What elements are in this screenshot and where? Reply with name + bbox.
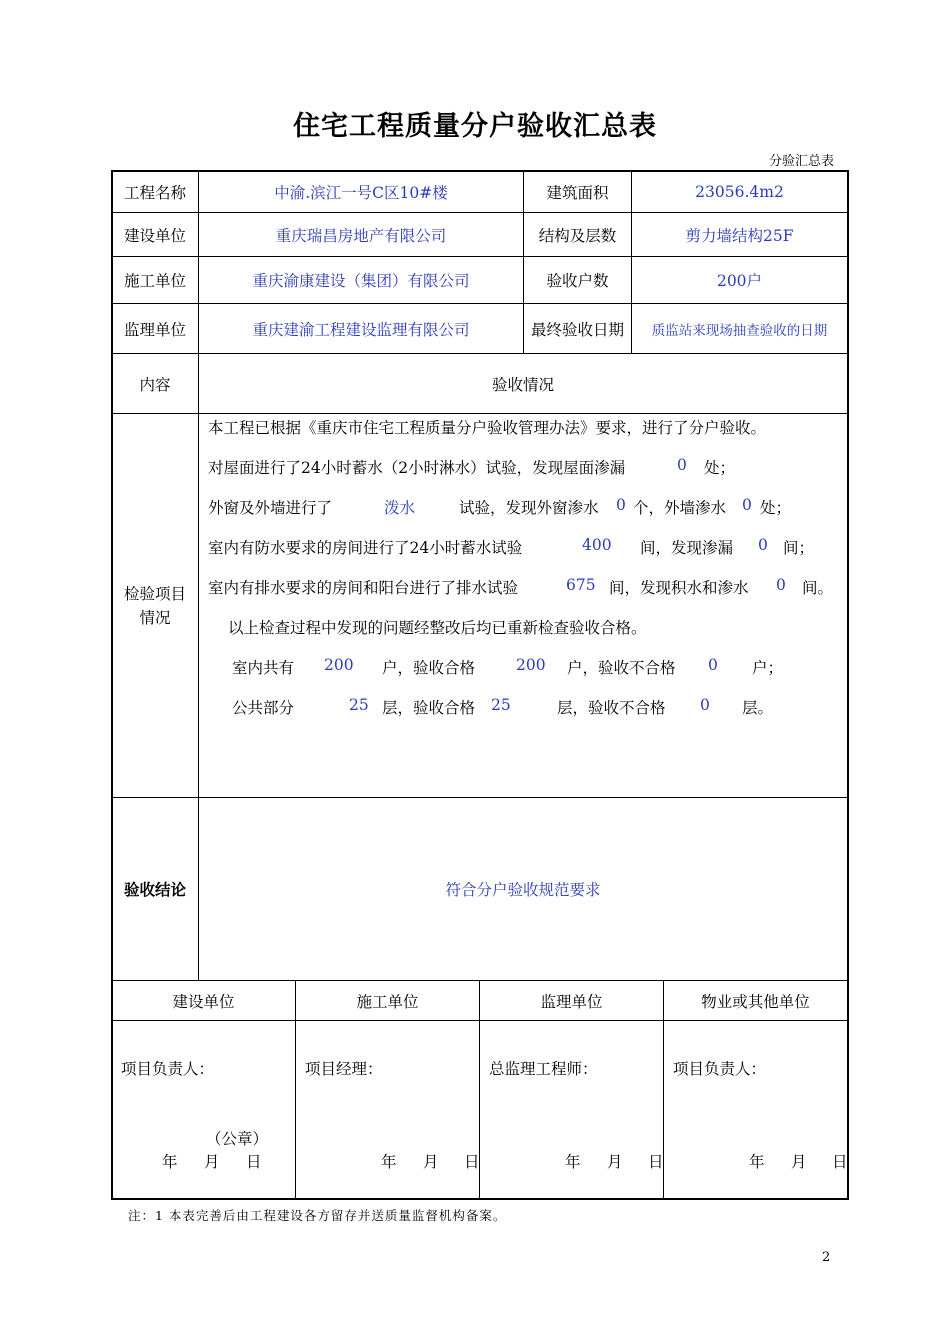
- footnote: 注：1 本表完善后由工程建设各方留存并送质量监督机构备案。: [128, 1208, 507, 1223]
- final-date-value: 质监站来现场抽查验收的日期: [651, 322, 828, 339]
- supervisor-label: 监理单位: [123, 320, 186, 339]
- public-mid: 层，验收合格: [382, 699, 476, 717]
- sign-role-supervisor: 总监理工程师：: [489, 1060, 598, 1078]
- area-label: 建筑面积: [546, 184, 609, 202]
- structure-label: 结构及层数: [538, 226, 617, 245]
- supervisor-value: 重庆建渝工程建设监理有限公司: [252, 320, 470, 339]
- sign-year: 年: [381, 1153, 397, 1171]
- sign-role-property: 项目负责人：: [673, 1060, 767, 1078]
- indoor-mid2: 户，验收不合格: [567, 659, 676, 677]
- waterproof-room-count: 400: [582, 536, 612, 554]
- sign-unit-property: 物业或其他单位: [701, 992, 810, 1011]
- page-number: 2: [822, 1250, 831, 1265]
- waterproof-suffix: 间；: [783, 539, 815, 557]
- indoor-total: 200: [324, 656, 354, 674]
- waterproof-mid: 间，发现渗漏: [640, 539, 734, 557]
- project-name-value: 中渝.滨江一号C区10#楼: [274, 184, 448, 202]
- sign-month: 月: [204, 1153, 220, 1171]
- structure-value: 剪力墙结构25F: [685, 226, 794, 245]
- window-test-method: 泼水: [384, 499, 416, 517]
- indoor-mid: 户，验收合格: [382, 659, 476, 677]
- waterproof-leak-count: 0: [758, 536, 768, 554]
- sign-year: 年: [749, 1153, 765, 1171]
- builder-value: 重庆瑞昌房地产有限公司: [275, 226, 447, 245]
- waterproof-test-text: 室内有防水要求的房间进行了24小时蓄水试验: [208, 539, 523, 557]
- drainage-suffix: 间。: [802, 579, 834, 597]
- sign-month: 月: [607, 1153, 623, 1171]
- intro-text: 本工程已根据《重庆市住宅工程质量分户验收管理办法》要求，进行了分户验收。: [208, 419, 767, 437]
- builder-label: 建设单位: [123, 226, 186, 245]
- window-test-mid: 试验，发现外窗渗水: [459, 499, 599, 517]
- indoor-suffix: 户；: [752, 659, 784, 677]
- sign-day: 日: [832, 1153, 848, 1171]
- drainage-mid: 间，发现积水和渗水: [609, 579, 749, 597]
- conclusion-value: 符合分户验收规范要求: [445, 881, 601, 899]
- indoor-prefix: 室内共有: [232, 659, 295, 677]
- area-value: 23056.4m2: [695, 183, 784, 201]
- sign-month: 月: [423, 1153, 439, 1171]
- drainage-test-text: 室内有排水要求的房间和阳台进行了排水试验: [208, 579, 519, 597]
- indoor-failed: 0: [708, 656, 718, 674]
- sign-role-builder: 项目负责人：: [121, 1060, 215, 1078]
- roof-test-text: 对屋面进行了24小时蓄水（2小时淋水）试验，发现屋面渗漏: [208, 459, 626, 477]
- households-value: 200户: [716, 272, 763, 290]
- rectify-text: 以上检查过程中发现的问题经整改后均已重新检查验收合格。: [228, 619, 647, 637]
- roof-leak-count: 0: [677, 456, 687, 474]
- sign-day: 日: [464, 1153, 480, 1171]
- sign-unit-builder: 建设单位: [172, 992, 235, 1011]
- window-suffix: 处；: [760, 499, 792, 517]
- final-date-label: 最终验收日期: [530, 320, 624, 339]
- content-header: 内容: [139, 375, 171, 394]
- drainage-room-count: 675: [566, 576, 596, 594]
- sign-day: 日: [648, 1153, 664, 1171]
- public-passed: 25: [491, 696, 511, 714]
- public-total: 25: [349, 696, 369, 714]
- public-failed: 0: [700, 696, 710, 714]
- sign-day: 日: [246, 1153, 262, 1171]
- roof-suffix: 处；: [704, 459, 736, 477]
- window-leak-count: 0: [616, 496, 626, 514]
- public-mid2: 层，验收不合格: [557, 699, 666, 717]
- constructor-label: 施工单位: [123, 272, 186, 290]
- indoor-passed: 200: [516, 656, 546, 674]
- public-suffix: 层。: [742, 699, 774, 717]
- sign-unit-constructor: 施工单位: [356, 992, 419, 1011]
- public-prefix: 公共部分: [232, 699, 295, 717]
- status-header: 验收情况: [491, 375, 554, 394]
- conclusion-label: 验收结论: [123, 881, 186, 899]
- sign-role-constructor: 项目经理：: [305, 1060, 383, 1078]
- form-code: 分验汇总表: [768, 154, 834, 169]
- window-test-mid2: 个，外墙渗水: [633, 499, 727, 517]
- window-test-text: 外窗及外墙进行了: [208, 499, 333, 517]
- sign-unit-supervisor: 监理单位: [540, 992, 603, 1011]
- sign-year: 年: [162, 1153, 178, 1171]
- official-seal-label: （公章）: [206, 1130, 269, 1148]
- constructor-value: 重庆渝康建设（集团）有限公司: [252, 272, 470, 290]
- sign-month: 月: [791, 1153, 807, 1171]
- inspection-label: 检验项目情况: [123, 585, 186, 627]
- sign-year: 年: [565, 1153, 581, 1171]
- wall-leak-count: 0: [742, 496, 752, 514]
- households-label: 验收户数: [546, 272, 609, 290]
- document-title: 住宅工程质量分户验收汇总表: [293, 111, 657, 142]
- project-name-label: 工程名称: [123, 184, 186, 202]
- drainage-leak-count: 0: [776, 576, 786, 594]
